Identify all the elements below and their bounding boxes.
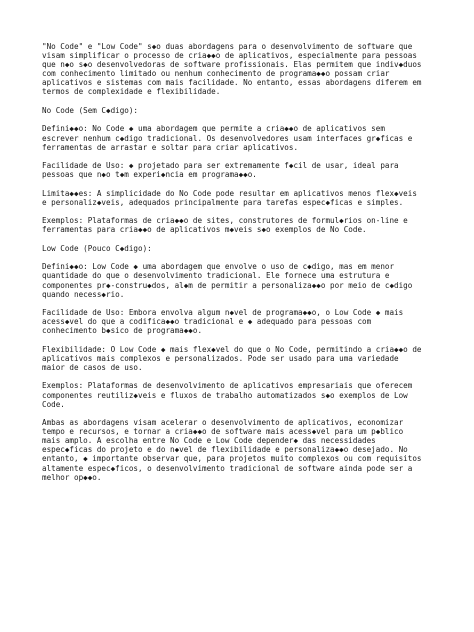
intro-paragraph: "No Code" e "Low Code" s◆o duas abordagens para o desenvolvimento de software que visam simplificar o processo de cria◆◆o de aplicativos, especialmente para pessoas que n◆o s◆o desenvolvedoras de software profissionais. Elas permitem que indiv◆duos com conhecimento limitado ou nenhum conhecimento de programa◆◆o possam criar aplicativos e sistemas com mais facilidade. No entanto, essas abordagens diferem em termos de complexidade e flexibilidade. — [42, 42, 422, 97]
no-code-limitations: Limita◆◆es: A simplicidade do No Code pode resultar em aplicativos menos flex◆veis e personaliz◆veis, adequados principalmente para tarefas espec◆ficas e simples. — [42, 188, 417, 207]
document-body — [42, 42, 442, 491]
no-code-examples: Exemplos: Plataformas de cria◆◆o de sites, construtores de formul◆rios on-line e ferramentas para cria◆◆o de aplicativos m◆veis s◆o exemplos de No Code. — [42, 216, 408, 235]
low-code-examples: Exemplos: Plataformas de desenvolvimento de aplicativos empresariais que oferecem componentes reutiliz◆veis e fluxos de trabalho automatizados s◆o exemplos de Low Code. — [42, 381, 413, 409]
low-code-definition: Defini◆◆o: Low Code ◆ uma abordagem que envolve o uso de c◆digo, mas em menor quantidade do que o desenvolvimento tradicional. Ele fornece uma estrutura e componentes pr◆-constru◆dos, al◆m de permitir a personaliza◆◆o por meio de c◆digo quando necess◆rio. — [42, 262, 413, 299]
conclusion-paragraph: Ambas as abordagens visam acelerar o desenvolvimento de aplicativos, economizar tempo e recursos, e tornar a cria◆◆o de software mais acess◆vel para um p◆blico mais amplo. A escolha entre No Code e Low Code depender◆ das necessidades espec◆ficas do projeto e do n◆vel de flexibilidade e personaliza◆◆o desejado. No entanto, ◆ importante observar que, para projetos muito complexos ou com requisitos altamente espec◆ficos, o desenvolvimento tradicional de software ainda pode ser a melhor op◆◆o. — [42, 418, 422, 482]
no-code-heading: No Code (Sem C◆digo): — [42, 105, 139, 115]
low-code-heading: Low Code (Pouco C◆digo): — [42, 243, 152, 253]
no-code-definition: Defini◆◆o: No Code ◆ uma abordagem que permite a cria◆◆o de aplicativos sem escrever nenhum c◆digo tradicional. Os desenvolvedores usam interfaces gr◆ficas e ferramentas de arrastar e soltar para criar aplicativos. — [42, 124, 413, 152]
no-code-ease-of-use: Facilidade de Uso: ◆ projetado para ser extremamente f◆cil de usar, ideal para pessoas que n◆o t◆m experi◆ncia em programa◆◆o. — [42, 161, 399, 180]
low-code-flexibility: Flexibilidade: O Low Code ◆ mais flex◆vel do que o No Code, permitindo a cria◆◆o de aplicativos mais complexos e personalizados. Pode ser usado para uma variedade maior de casos de uso. — [42, 344, 422, 372]
low-code-ease-of-use: Facilidade de Uso: Embora envolva algum n◆vel de programa◆◆o, o Low Code ◆ mais acess◆vel do que a codifica◆◆o tradicional e ◆ adequado para pessoas com conhecimento b◆sico de programa◆◆o. — [42, 308, 404, 336]
